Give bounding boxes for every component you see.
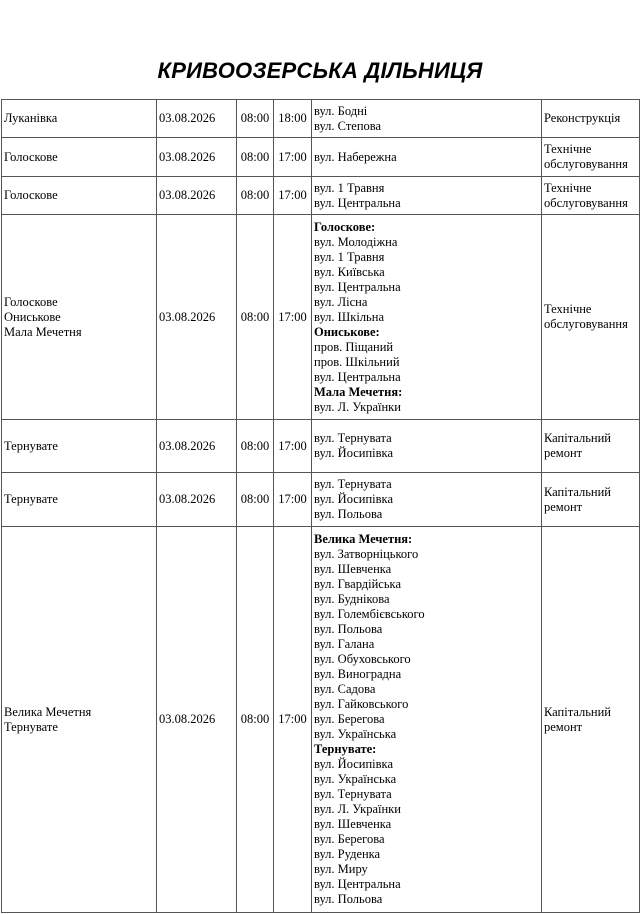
work-type-text: Реконструкція: [544, 111, 621, 125]
work-type-text: Капітальний: [544, 484, 611, 499]
street-name: вул. Шкільна: [314, 309, 384, 324]
work-type-cell: [542, 473, 640, 527]
work-type-text: Технічне: [544, 180, 592, 195]
settlement-name: Ониськове: [4, 309, 61, 324]
settlement-cell: [2, 177, 157, 215]
settlement-name: Луканівка: [4, 111, 58, 125]
date-cell: 03.08.2026: [157, 177, 237, 215]
street-name: вул. Тернувата: [314, 477, 392, 491]
start-time-cell: 08:00: [237, 138, 274, 177]
streets-cell: [312, 100, 542, 138]
date-cell: 03.08.2026: [157, 473, 237, 527]
end-time-cell: 17:00: [274, 215, 312, 420]
street-name: вул. Набережна: [314, 149, 397, 164]
start-time-cell: 08:00: [237, 527, 274, 913]
work-type-text: ремонт: [544, 499, 583, 514]
work-type-cell: [542, 177, 640, 215]
street-name: пров. Шкільний: [314, 354, 400, 369]
street-name: вул. Центральна: [314, 195, 401, 210]
streets-cell: [312, 420, 542, 473]
settlement-cell: [2, 473, 157, 527]
page-title: КРИВООЗЕРСЬКА ДІЛЬНИЦЯ: [157, 58, 483, 83]
street-name: вул. Л. Українки: [314, 399, 401, 414]
work-type-cell: [542, 100, 640, 138]
table-row: [2, 527, 640, 913]
street-name: вул. Степова: [314, 118, 382, 133]
street-name: вул. Берегова: [314, 712, 385, 726]
street-name: вул. Бодні: [314, 103, 368, 118]
streets-cell: [312, 473, 542, 527]
settlement-name: Голоскове: [4, 188, 58, 202]
street-name: вул. Тернувата: [314, 431, 392, 445]
settlement-heading: Ониськове:: [314, 324, 380, 339]
work-type-text: ремонт: [544, 446, 583, 460]
settlement-name: Тернувате: [4, 492, 58, 506]
work-type-text: Капітальний: [544, 704, 611, 719]
settlement-cell: [2, 215, 157, 420]
table-row: [2, 100, 640, 138]
settlement-name: Тернувате: [4, 438, 58, 453]
street-name: вул. Центральна: [314, 877, 401, 891]
settlement-cell: [2, 138, 157, 177]
street-name: вул. Центральна: [314, 279, 401, 294]
street-name: вул. Йосипівка: [314, 446, 393, 460]
street-name: вул. Виноградна: [314, 667, 402, 681]
street-name: вул. Затворніцького: [314, 547, 419, 561]
work-type-text: обслуговування: [544, 157, 628, 171]
start-time-cell: 08:00: [237, 177, 274, 215]
outage-schedule-table: [1, 99, 640, 913]
street-name: вул. Буднікова: [314, 592, 390, 606]
settlement-heading: Тернувате:: [314, 742, 377, 756]
work-type-cell: [542, 138, 640, 177]
street-name: вул. Молодіжна: [314, 234, 398, 249]
table-row: [2, 473, 640, 527]
end-time-cell: 17:00: [274, 420, 312, 473]
end-time-cell: 18:00: [274, 100, 312, 138]
street-name: вул. Миру: [314, 862, 368, 876]
street-name: вул. Польова: [314, 892, 383, 906]
settlement-name: Велика Мечетня: [4, 704, 92, 719]
settlement-cell: [2, 527, 157, 913]
street-name: вул. Центральна: [314, 369, 401, 384]
end-time-cell: 17:00: [274, 527, 312, 913]
street-name: вул. Йосипівка: [314, 757, 393, 771]
streets-cell: [312, 138, 542, 177]
start-time-cell: 08:00: [237, 100, 274, 138]
streets-cell: [312, 215, 542, 420]
street-name: вул. Голембієвського: [314, 607, 425, 621]
date-cell: 03.08.2026: [157, 420, 237, 473]
settlement-cell: [2, 420, 157, 473]
table-row: [2, 420, 640, 473]
settlement-cell: [2, 100, 157, 138]
street-name: вул. Київська: [314, 264, 385, 279]
start-time-cell: 08:00: [237, 420, 274, 473]
date-cell: 03.08.2026: [157, 527, 237, 913]
street-name: вул. Руденка: [314, 847, 381, 861]
work-type-cell: [542, 420, 640, 473]
end-time-cell: 17:00: [274, 177, 312, 215]
table-body: [2, 100, 640, 913]
work-type-text: Технічне: [544, 142, 592, 156]
street-name: вул. Галана: [314, 637, 375, 651]
settlement-name: Голоскове: [4, 294, 58, 309]
street-name: вул. 1 Травня: [314, 180, 385, 195]
street-name: вул. Обуховського: [314, 652, 411, 666]
settlement-name: Голоскове: [4, 149, 58, 164]
street-name: вул. Йосипівка: [314, 492, 393, 506]
table-row: [2, 177, 640, 215]
streets-cell: [312, 177, 542, 215]
start-time-cell: 08:00: [237, 473, 274, 527]
street-name: вул. Українська: [314, 772, 397, 786]
work-type-text: обслуговування: [544, 317, 628, 331]
street-name: вул. Шевченка: [314, 562, 392, 576]
street-name: вул. Польова: [314, 507, 383, 521]
settlement-name: Мала Мечетня: [4, 324, 82, 339]
date-cell: 03.08.2026: [157, 100, 237, 138]
street-name: вул. Гвардійська: [314, 577, 401, 591]
street-name: вул. Гайковського: [314, 697, 409, 711]
table-row: [2, 138, 640, 177]
street-name: вул. Л. Українки: [314, 802, 401, 816]
start-time-cell: 08:00: [237, 215, 274, 420]
street-name: вул. Берегова: [314, 832, 385, 846]
work-type-cell: [542, 527, 640, 913]
work-type-text: обслуговування: [544, 195, 628, 210]
streets-cell: [312, 527, 542, 913]
work-type-cell: [542, 215, 640, 420]
settlement-heading: Голоскове:: [314, 219, 376, 234]
street-name: вул. Шевченка: [314, 817, 392, 831]
street-name: пров. Піщаний: [314, 339, 394, 354]
settlement-heading: Велика Мечетня:: [314, 532, 413, 546]
date-cell: 03.08.2026: [157, 215, 237, 420]
settlement-heading: Мала Мечетня:: [314, 384, 403, 399]
work-type-text: Капітальний: [544, 431, 611, 445]
street-name: вул. 1 Травня: [314, 249, 385, 264]
street-name: вул. Українська: [314, 727, 397, 741]
work-type-text: ремонт: [544, 719, 583, 734]
street-name: вул. Лісна: [314, 294, 368, 309]
street-name: вул. Садова: [314, 682, 376, 696]
end-time-cell: 17:00: [274, 473, 312, 527]
street-name: вул. Польова: [314, 622, 383, 636]
table-row: [2, 215, 640, 420]
street-name: вул. Тернувата: [314, 787, 392, 801]
date-cell: 03.08.2026: [157, 138, 237, 177]
end-time-cell: 17:00: [274, 138, 312, 177]
work-type-text: Технічне: [544, 302, 592, 316]
settlement-name: Тернувате: [4, 719, 58, 734]
